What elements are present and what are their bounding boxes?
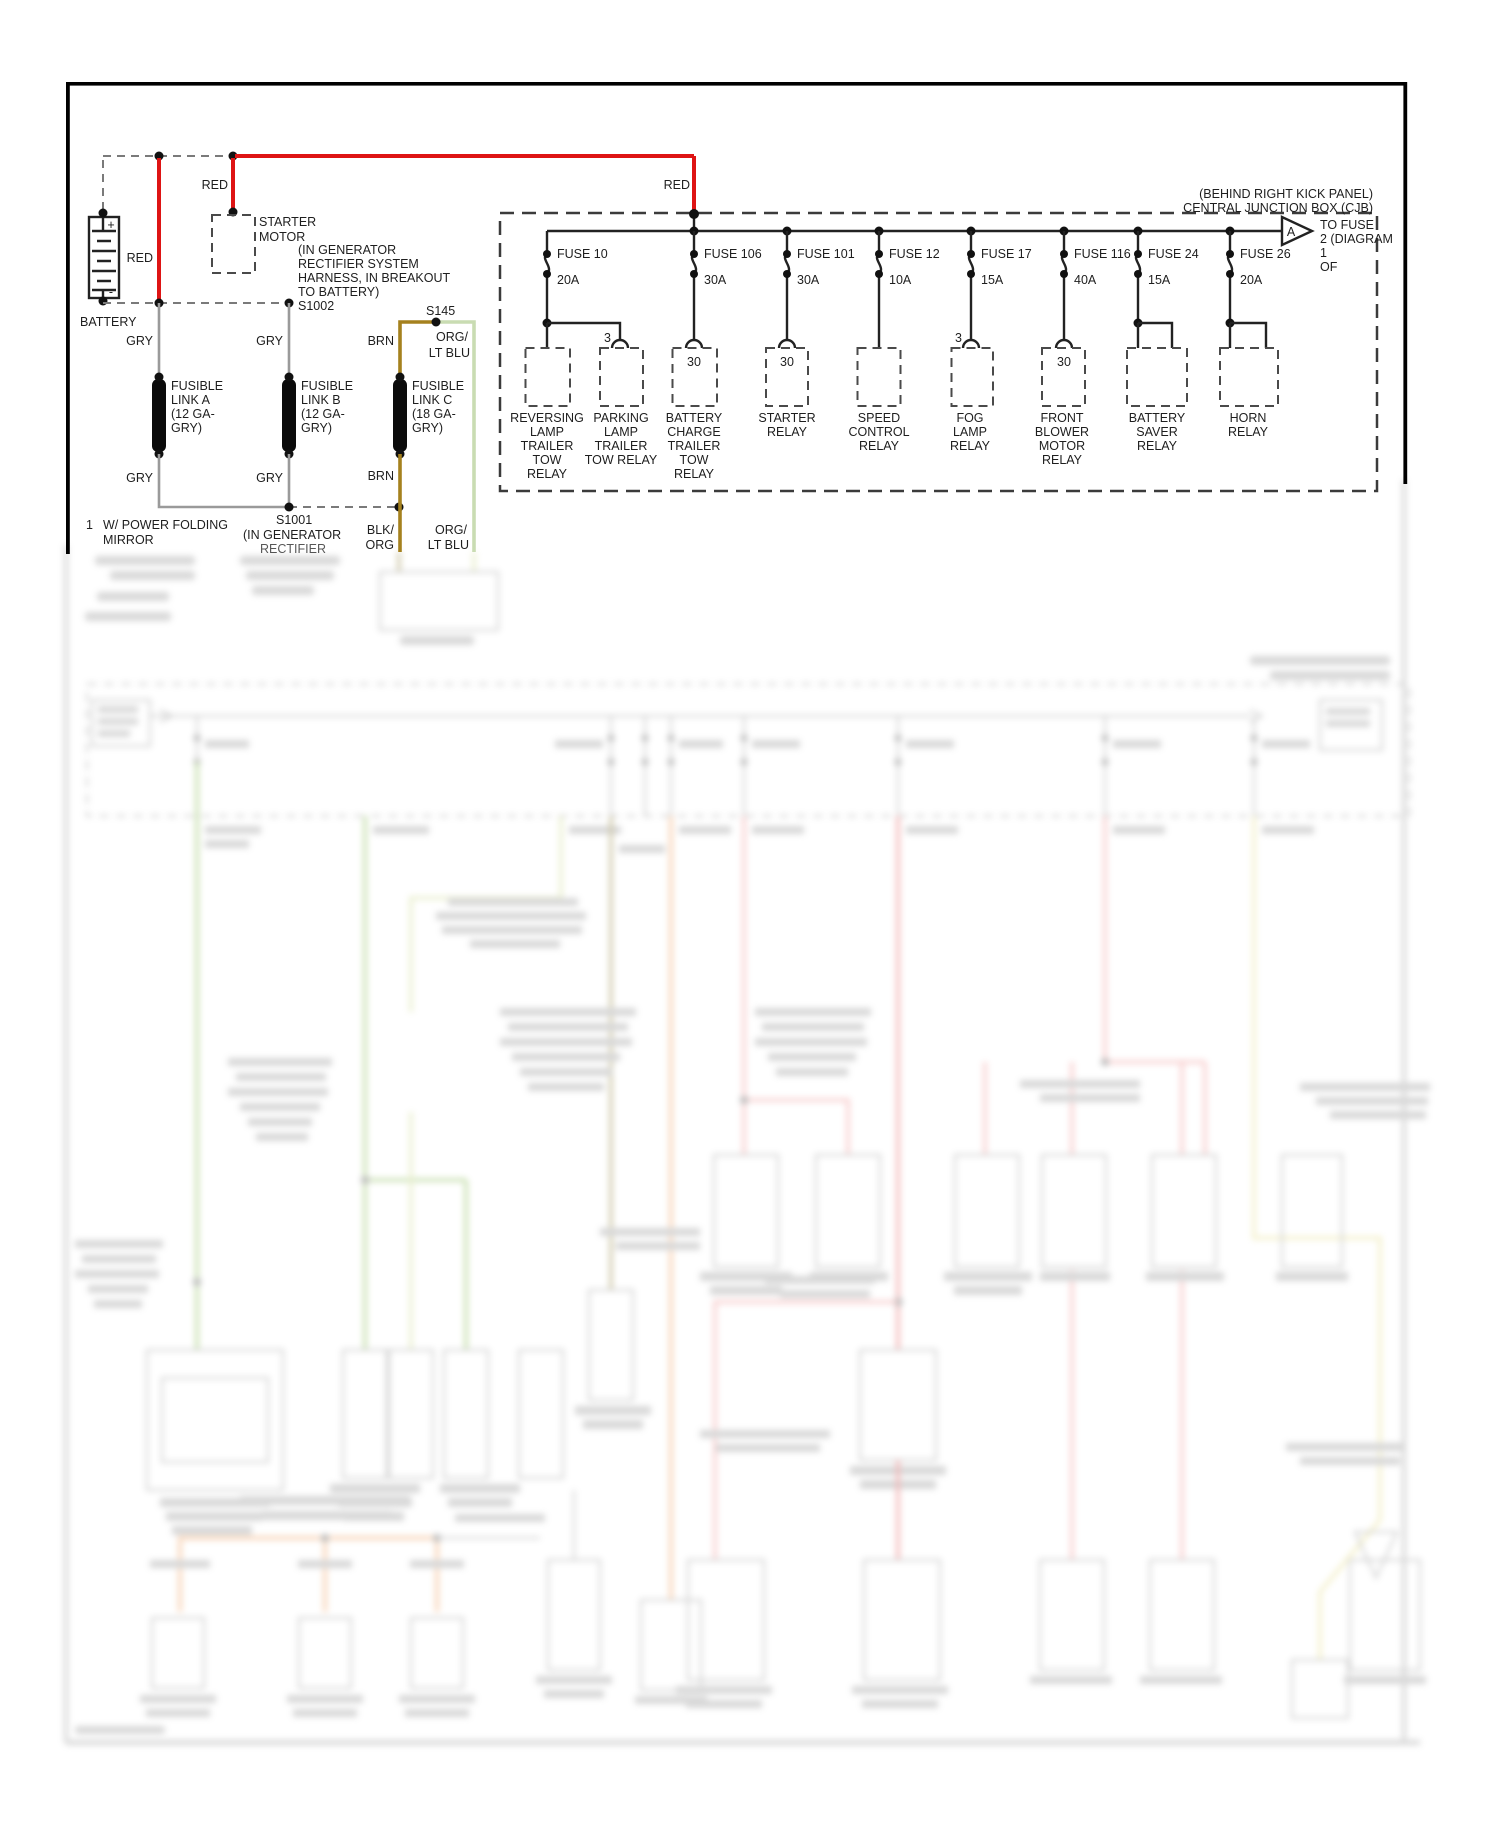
svg-text:MIRROR: MIRROR	[103, 533, 154, 547]
svg-text:GRY: GRY	[126, 334, 153, 348]
svg-text:15A: 15A	[981, 273, 1004, 287]
relay-boxes	[526, 348, 1279, 406]
svg-text:TOW: TOW	[679, 453, 709, 467]
svg-text:FUSE 106: FUSE 106	[704, 247, 762, 261]
relay-pins	[604, 331, 1072, 369]
splice-s1001	[126, 454, 469, 556]
svg-text:1: 1	[1320, 246, 1327, 260]
s1002-label: S1002	[298, 299, 335, 313]
fusible-link-c	[393, 373, 464, 459]
svg-text:STARTER: STARTER	[758, 411, 816, 425]
svg-text:RELAY: RELAY	[766, 425, 808, 439]
svg-text:(12 GA-: (12 GA-	[301, 407, 345, 421]
svg-text:TO FUSE: TO FUSE	[1320, 218, 1374, 232]
svg-text:TOW RELAY: TOW RELAY	[584, 453, 658, 467]
fuse-12	[875, 231, 940, 348]
cjb-location-label: (BEHIND RIGHT KICK PANEL)	[1199, 187, 1373, 201]
s1001-note-2: RECTIFIER	[260, 542, 326, 556]
fusible-link-b	[282, 373, 353, 459]
relay-box-parking	[600, 348, 643, 406]
svg-text:1: 1	[86, 518, 93, 532]
cjb-name-label: CENTRAL JUNCTION BOX (CJB)	[1183, 201, 1373, 215]
red-label-battery: RED	[126, 251, 153, 265]
svg-text:BLOWER: BLOWER	[1034, 425, 1090, 439]
battery-plus: +	[107, 218, 115, 232]
svg-text:FUSE 116: FUSE 116	[1074, 247, 1131, 261]
battery-label: BATTERY	[80, 315, 137, 329]
svg-text:30A: 30A	[797, 273, 820, 287]
wire-labels-upper	[126, 330, 470, 360]
svg-text:10A: 10A	[889, 273, 912, 287]
svg-text:GRY): GRY)	[171, 421, 203, 435]
starter-motor-label: STARTER	[259, 215, 317, 229]
svg-text:TOW: TOW	[532, 453, 562, 467]
fuse-24	[1134, 231, 1199, 348]
svg-text:LAMP: LAMP	[952, 425, 988, 439]
svg-text:BRN: BRN	[367, 469, 394, 483]
svg-text:W/ POWER FOLDING: W/ POWER FOLDING	[103, 518, 228, 532]
svg-text:LAMP: LAMP	[603, 425, 639, 439]
fuse-26	[1226, 231, 1291, 348]
svg-text:BRN: BRN	[367, 334, 394, 348]
svg-text:OF: OF	[1320, 260, 1338, 274]
svg-text:BLK/: BLK/	[366, 523, 394, 537]
svg-text:BATTERY: BATTERY	[1128, 411, 1186, 425]
fuse-17	[967, 231, 1032, 340]
svg-text:GRY): GRY)	[301, 421, 333, 435]
svg-text:LINK B: LINK B	[301, 393, 341, 407]
svg-text:(12 GA-: (12 GA-	[171, 407, 215, 421]
svg-text:20A: 20A	[1240, 273, 1263, 287]
svg-text:GRY: GRY	[126, 471, 153, 485]
s1001-label: S1001	[276, 513, 313, 527]
battery-minus: -	[108, 285, 114, 299]
svg-text:ORG/: ORG/	[436, 330, 468, 344]
s1002-note-3: HARNESS, IN BREAKOUT	[298, 271, 451, 285]
svg-text:30: 30	[780, 355, 794, 369]
svg-text:GRY: GRY	[256, 471, 283, 485]
relay-labels	[510, 411, 1269, 481]
svg-text:GRY): GRY)	[412, 421, 444, 435]
red-label-starter: RED	[201, 178, 228, 192]
svg-text:RELAY: RELAY	[526, 467, 568, 481]
svg-text:30: 30	[687, 355, 701, 369]
footnote-1	[86, 518, 228, 547]
fuse-106	[690, 231, 762, 340]
svg-text:CONTROL: CONTROL	[848, 425, 910, 439]
svg-text:RELAY: RELAY	[1041, 453, 1083, 467]
svg-text:ORG: ORG	[365, 538, 394, 552]
svg-text:2 (DIAGRAM: 2 (DIAGRAM	[1320, 232, 1393, 246]
svg-text:SAVER: SAVER	[1136, 425, 1178, 439]
svg-text:CHARGE: CHARGE	[667, 425, 721, 439]
svg-text:TRAILER: TRAILER	[520, 439, 574, 453]
svg-text:40A: 40A	[1074, 273, 1097, 287]
svg-text:A: A	[1286, 225, 1296, 239]
red-label-cjb: RED	[663, 178, 690, 192]
svg-text:LINK C: LINK C	[412, 393, 453, 407]
svg-text:RELAY: RELAY	[949, 439, 991, 453]
svg-text:TRAILER: TRAILER	[594, 439, 648, 453]
svg-text:PARKING: PARKING	[593, 411, 649, 425]
fuse-101	[783, 231, 855, 340]
svg-text:RELAY: RELAY	[1136, 439, 1178, 453]
starter-motor-label2: MOTOR	[259, 230, 306, 244]
svg-text:3: 3	[604, 331, 611, 345]
svg-text:FUSE 24: FUSE 24	[1148, 247, 1199, 261]
fuse-116	[1060, 231, 1131, 340]
svg-text:FUSIBLE: FUSIBLE	[171, 379, 224, 393]
svg-text:(18 GA-: (18 GA-	[412, 407, 456, 421]
svg-text:RELAY: RELAY	[858, 439, 900, 453]
s1002-note-2: RECTIFIER SYSTEM	[298, 257, 419, 271]
svg-text:FRONT: FRONT	[1040, 411, 1084, 425]
svg-text:FUSE 12: FUSE 12	[889, 247, 940, 261]
svg-text:GRY: GRY	[256, 334, 283, 348]
svg-text:MOTOR: MOTOR	[1038, 439, 1086, 453]
svg-text:3: 3	[955, 331, 962, 345]
svg-text:HORN: HORN	[1229, 411, 1267, 425]
svg-text:LAMP: LAMP	[529, 425, 565, 439]
svg-text:20A: 20A	[557, 273, 580, 287]
splice-s1002	[103, 243, 450, 313]
svg-text:15A: 15A	[1148, 273, 1171, 287]
svg-text:FOG: FOG	[956, 411, 984, 425]
s1001-note-1: (IN GENERATOR	[243, 528, 342, 542]
relay-box-horn	[1220, 348, 1278, 406]
s1002-note-4: TO BATTERY)	[298, 285, 380, 299]
svg-text:ORG/: ORG/	[435, 523, 467, 537]
svg-text:30A: 30A	[704, 273, 727, 287]
svg-text:LT BLU: LT BLU	[427, 538, 469, 552]
fusible-link-a	[152, 373, 223, 459]
s145-label: S145	[426, 304, 456, 318]
svg-text:TRAILER: TRAILER	[667, 439, 721, 453]
relay-box-fog	[952, 348, 994, 406]
svg-text:BATTERY: BATTERY	[665, 411, 723, 425]
svg-text:30: 30	[1057, 355, 1071, 369]
svg-text:LT BLU: LT BLU	[428, 346, 470, 360]
relay-box-speed-control	[858, 348, 901, 406]
svg-text:FUSE 26: FUSE 26	[1240, 247, 1291, 261]
relay-box-reversing	[526, 348, 571, 406]
svg-text:FUSE 10: FUSE 10	[557, 247, 608, 261]
svg-text:SPEED: SPEED	[857, 411, 901, 425]
svg-text:FUSIBLE: FUSIBLE	[301, 379, 354, 393]
relay-box-battery-saver	[1127, 348, 1187, 406]
svg-text:FUSE 17: FUSE 17	[981, 247, 1032, 261]
svg-text:RELAY: RELAY	[673, 467, 715, 481]
s1002-note-1: (IN GENERATOR	[298, 243, 397, 257]
svg-text:RELAY: RELAY	[1227, 425, 1269, 439]
svg-text:REVERSING: REVERSING	[510, 411, 584, 425]
svg-text:FUSE 101: FUSE 101	[797, 247, 855, 261]
svg-text:LINK A: LINK A	[171, 393, 210, 407]
svg-text:FUSIBLE: FUSIBLE	[412, 379, 465, 393]
